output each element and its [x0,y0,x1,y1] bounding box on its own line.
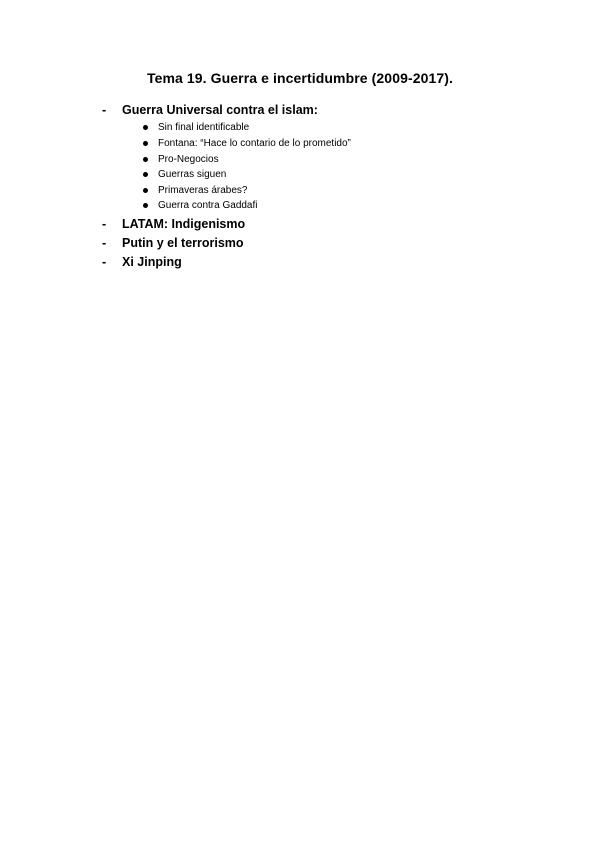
list-item-label: Xi Jinping [122,255,182,269]
bullet-icon [143,203,148,208]
list-item-label: Putin y el terrorismo [122,236,244,250]
bullet-icon [143,125,148,130]
bullet-icon [143,172,148,177]
page-title: Tema 19. Guerra e incertidumbre (2009-2017). [146,70,454,86]
bullet-icon [143,157,148,162]
dash-marker: - [102,103,107,117]
sub-list-item-label: Guerras siguen [158,169,227,180]
sub-list-item-label: Sin final identificable [158,122,250,133]
list-item-label: LATAM: Indigenismo [122,217,246,231]
list-item-label: Guerra Universal contra el islam: [122,103,318,117]
sub-list-item-label: Pro-Negocios [158,154,219,165]
sub-list-item-label: Primaveras árabes? [158,185,248,196]
dash-marker: - [102,255,107,269]
sub-list-item-label: Fontana: “Hace lo contario de lo prometido” [158,138,351,149]
bullet-icon [143,188,148,193]
sub-list-item-label: Guerra contra Gaddafi [158,200,258,211]
dash-marker: - [102,236,107,250]
dash-marker: - [102,217,107,231]
bullet-icon [143,141,148,146]
